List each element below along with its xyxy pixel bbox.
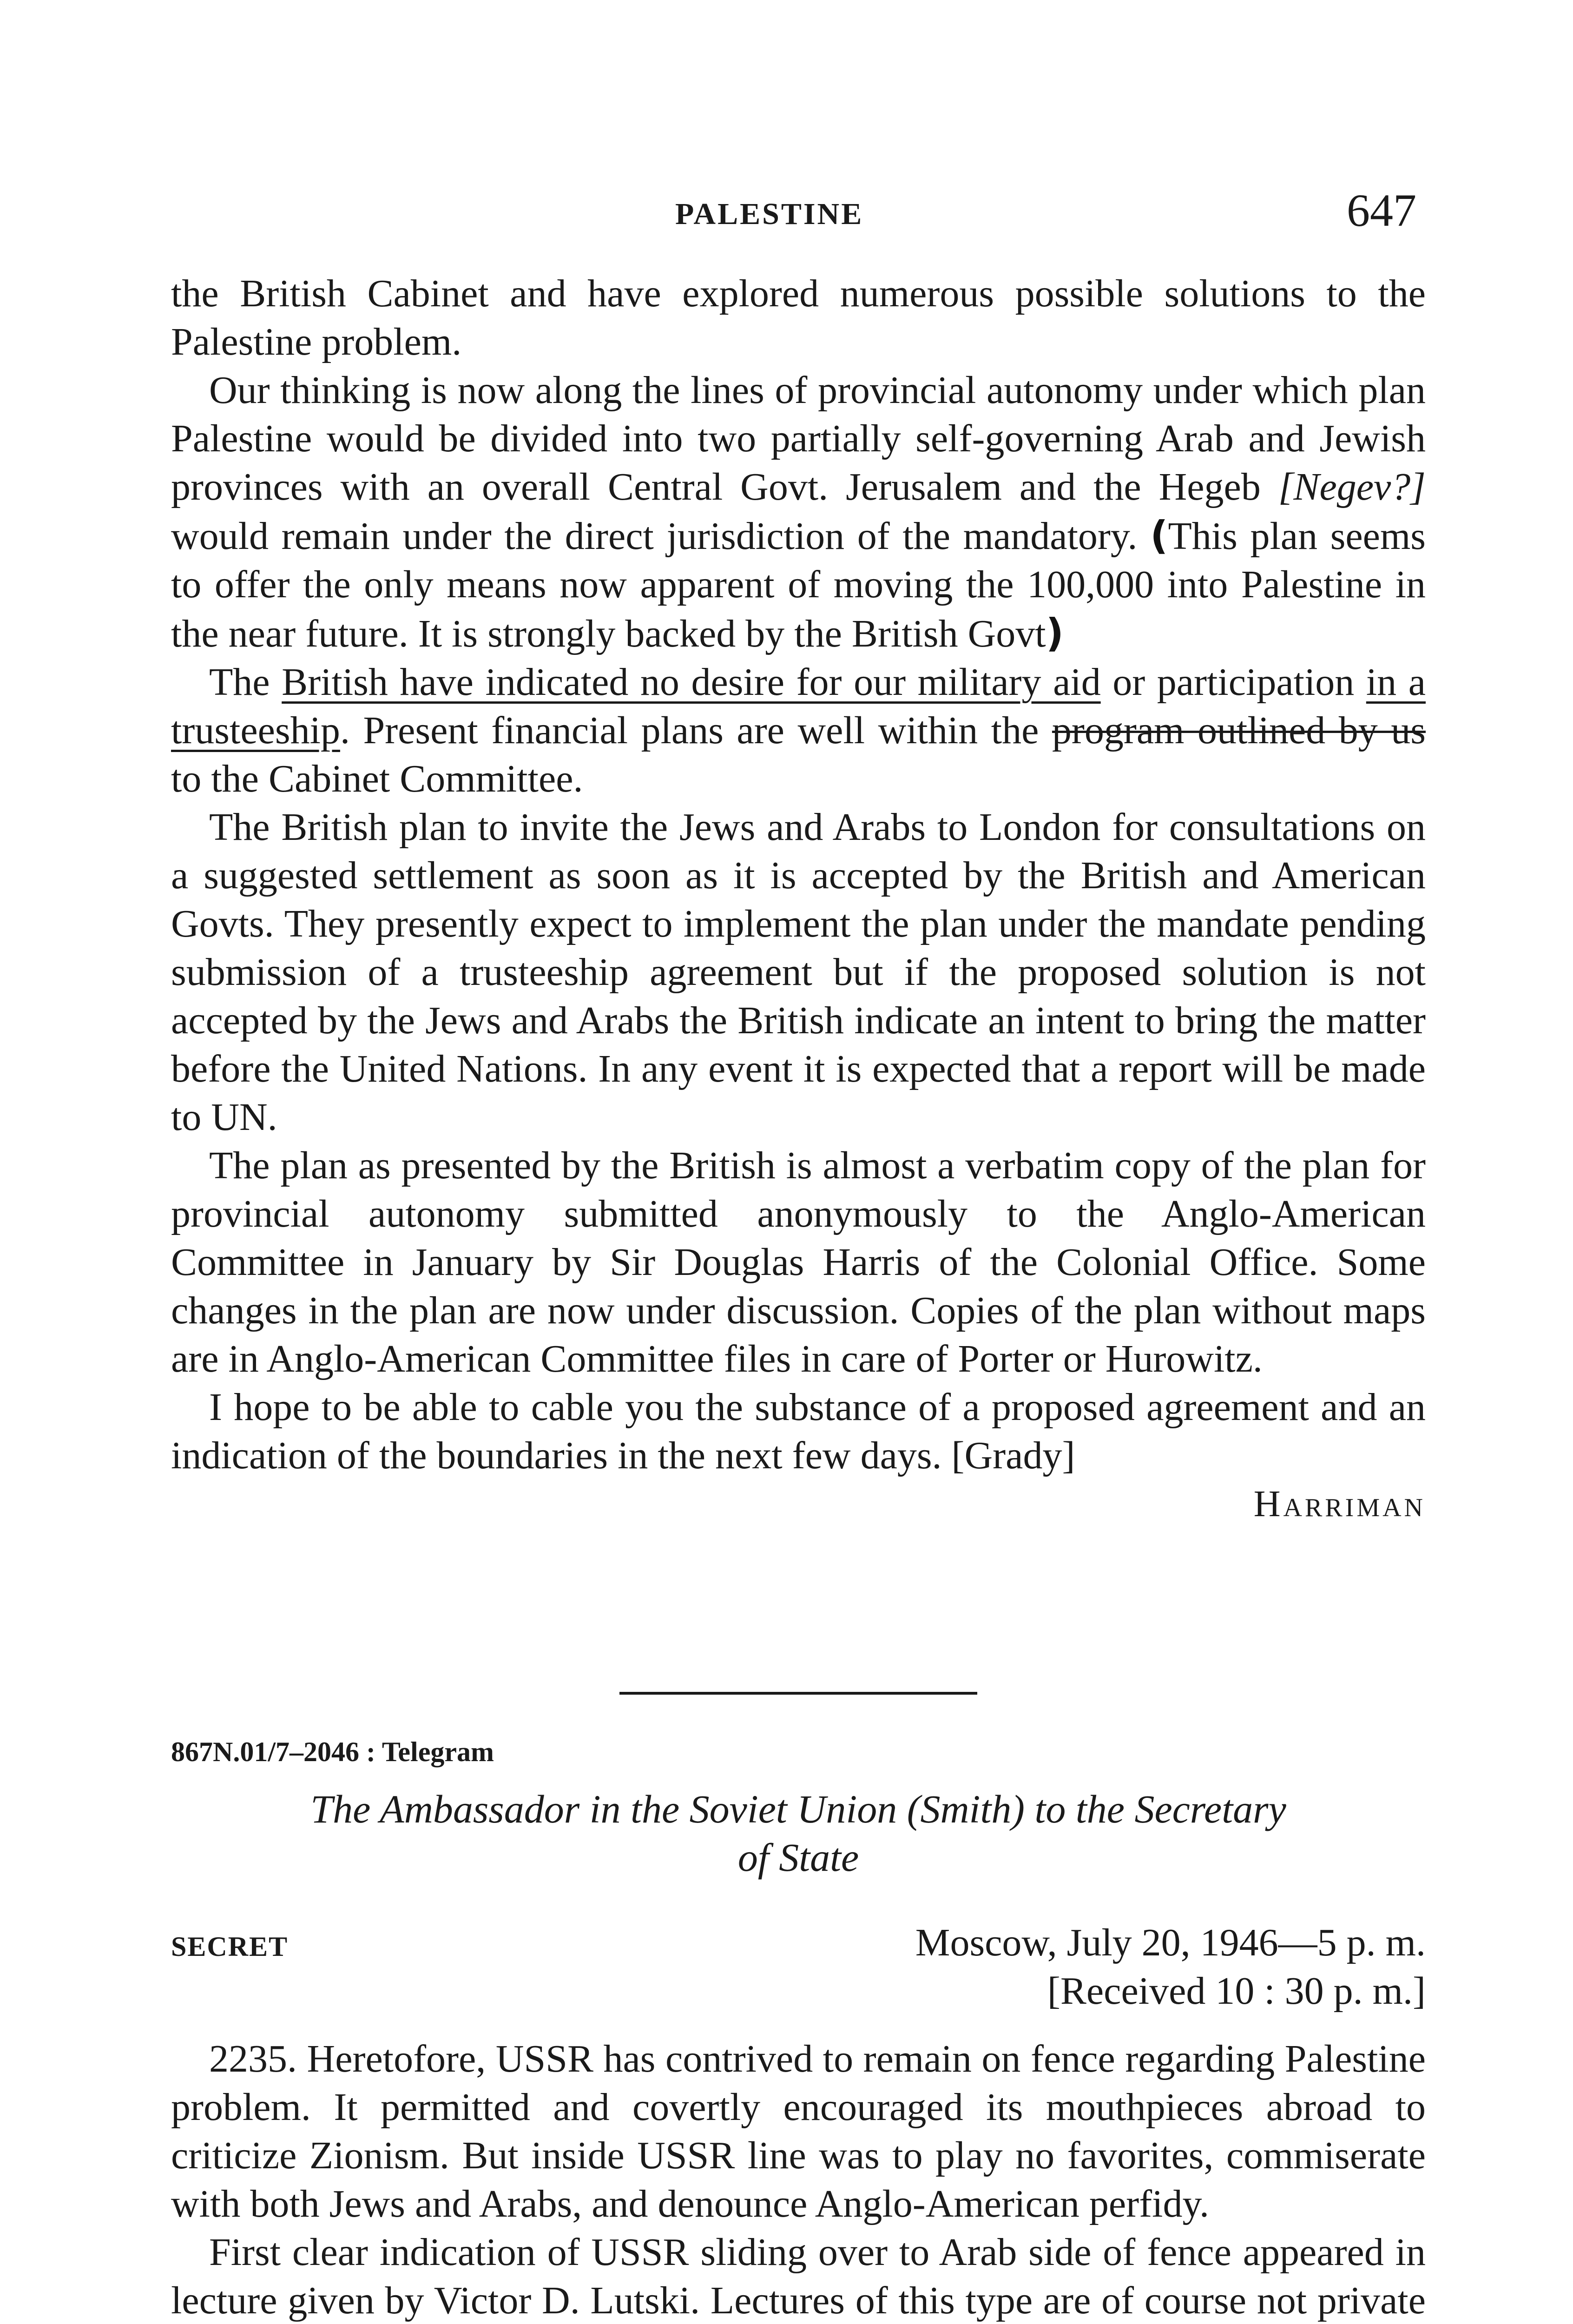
section-divider: [619, 1692, 977, 1695]
telegram-continuation: [171, 270, 1426, 1528]
dateline-sent: Moscow, July 20, 1946—5 p. m.: [915, 1921, 1426, 1964]
document-title-line-1: The Ambassador in the Soviet Union (Smith) to the Secretary: [310, 1787, 1286, 1831]
paragraph-3-text-a: The: [209, 660, 282, 704]
paragraph-3-text-d: to the Cabinet Committee.: [171, 757, 583, 800]
paragraph-3-text-c: . Present financial plans are well within the: [340, 709, 1052, 752]
page-number: 647: [1347, 185, 1416, 236]
handwritten-open-paren: (: [1150, 513, 1168, 558]
document-page: [171, 0, 1426, 2324]
struck-program-outlined: program outlined by us: [1052, 709, 1426, 752]
paragraph-2-text-c: This plan seems to offer the only means now apparent of moving the 100,000 into Palestine in the near future. It is strongly backed by the British Govt: [171, 515, 1426, 655]
handwritten-close-paren: ): [1046, 610, 1064, 656]
paragraph-2-text-a: Our thinking is now along the lines of provincial autonomy under which plan Palestine would be divided into two partially self-governing Arab and Jewish provinces with an overall Central Govt. Jerusalem and the Hegeb: [171, 369, 1426, 508]
paragraph-5: The plan as presented by the British is almost a verbatim copy of the plan for provincial autonomy submitted anonymously to the Anglo-American Committee in January by Sir Douglas Harris of the Colonial Office. Some changes in the plan are now under discussion. Copies of the plan without maps are in Anglo-American Committee files in care of Porter or Hurowitz.: [171, 1144, 1426, 1380]
paragraph-4: The British plan to invite the Jews and Arabs to London for consultations on a suggested settlement as soon as it is accepted by the British and American Govts. They presently expect to implement the plan under the mandate pending submission of a trusteeship agreement but if the proposed solution is not accepted by the Jews and Arabs the British indicate an intent to bring the matter before the United Nations. In any event it is expected that a report will be made to UN.: [171, 805, 1426, 1139]
negev-annotation: [Negev?]: [1278, 465, 1426, 508]
document-title-line-2: of State: [737, 1835, 859, 1880]
classification-label: SECRET: [171, 1931, 289, 1962]
telegram-body: [171, 2035, 1426, 2324]
dateline: [915, 1919, 1426, 2015]
paragraph-2: [171, 366, 1426, 658]
paragraph-2-text-b: would remain under the direct jurisdiction of the mandatory.: [171, 515, 1151, 558]
underlined-military-aid: British have indicated no desire for our military aid: [282, 660, 1101, 704]
telegram-smith: [171, 1736, 1426, 2324]
telegram-paragraph-1: 2235. Heretofore, USSR has contrived to remain on fence regarding Palestine problem. It permitted and covertly encouraged its mouthpieces abroad to criticize Zionism. But inside USSR line was to play no favorites, commiserate with both Jews and Arabs, and denounce Anglo-American perfidy.: [171, 2037, 1426, 2225]
document-title: [171, 1785, 1426, 1882]
document-id: 867N.01/7–2046 : Telegram: [171, 1736, 494, 1767]
paragraph-3-text-b: or participation: [1100, 660, 1366, 704]
underlined-trusteeship: in a trusteeship: [171, 660, 1426, 752]
signature-harriman: Harriman: [1253, 1484, 1426, 1525]
paragraph-3: [171, 658, 1426, 803]
paragraph-6: I hope to be able to cable you the substance of a proposed agreement and an indication of the boundaries in the next few days. [Grady]: [171, 1386, 1426, 1477]
dateline-row: [171, 1919, 1426, 2035]
paragraph-1: the British Cabinet and have explored numerous possible solutions to the Palestine problem.: [171, 272, 1426, 363]
page-header: [171, 184, 1426, 239]
running-head: PALESTINE: [675, 197, 864, 231]
telegram-paragraph-2: First clear indication of USSR sliding over to Arab side of fence appeared in lecture given by Victor D. Lutski. Lectures of this type are of course not private: [171, 2231, 1426, 2322]
dateline-received: [Received 10 : 30 p. m.]: [1047, 1969, 1426, 2013]
